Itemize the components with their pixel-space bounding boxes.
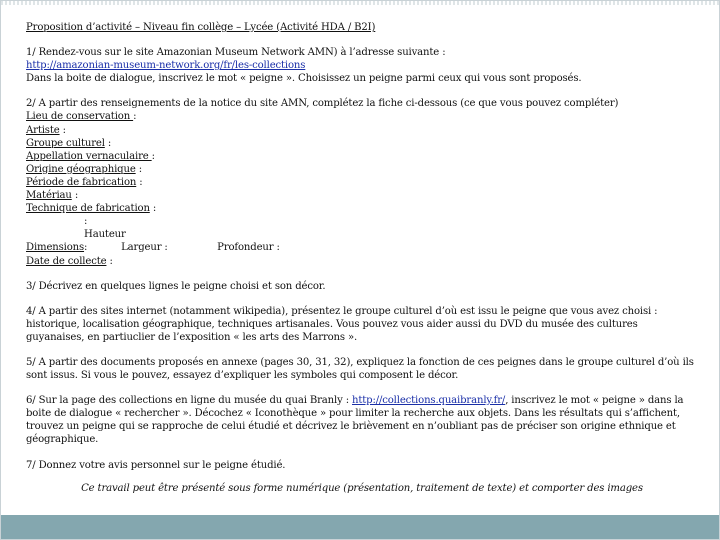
fiche-field-label: Appellation vernaculaire [26, 150, 152, 162]
fiche-field-sep: : [104, 137, 112, 149]
fiche-field [26, 150, 698, 163]
fiche-field [26, 163, 698, 176]
dimensions-field [26, 215, 698, 254]
fiche-field-sep: : [71, 190, 79, 202]
fiche-field-sep: : [133, 111, 137, 123]
fiche-field-sep: : [59, 124, 66, 136]
step-4-instruction: 4/ A partir des sites internet (notamment wikipedia), présentez le groupe culturel d’où est issu le peigne que vous avez choisi : historique, localisation géographique, techniques artisanales. Vous pouvez vous aider aussi du DVD du musée des cultures guyanaises, en partiuclier de l’exposition « les arts des Marrons ». [26, 305, 658, 343]
fiche-field [26, 202, 698, 215]
document-body [26, 21, 698, 495]
fiche-field-sep: : [136, 176, 143, 188]
fiche-field-label: Groupe culturel [26, 137, 105, 149]
date-collecte-label: Date de collecte [26, 255, 107, 267]
fiche-field-label: Technique de fabrication [26, 203, 150, 215]
step-5-instruction: 5/ A partir des documents proposés en annexe (pages 30, 31, 32), expliquez la fonction de ces peignes dans le groupe culturel d’où ils sont issus. Si vous le pouvez, essayez d’expliquer les symboles qui composent le décor. [26, 356, 694, 382]
fiche-field [26, 176, 698, 189]
date-collecte-field [26, 255, 698, 268]
fiche-field [26, 189, 698, 202]
closing-note: Ce travail peut être présenté sous forme numérique (présentation, traitement de texte) et comporter des images [81, 482, 643, 494]
quai-branly-link[interactable]: http://collections.quaibranly.fr/ [352, 395, 506, 407]
fiche-field-sep: : [135, 163, 142, 175]
profondeur-label: Profondeur : [217, 242, 280, 254]
hauteur-label: : Hauteur : [84, 216, 126, 254]
fiche-field-label: Lieu de conservation [26, 111, 134, 123]
fiche-field-sep: : [151, 150, 155, 162]
fiche-field [26, 110, 698, 123]
fiche-field-label: Artiste [26, 124, 60, 136]
fiche-field-label: Période de fabrication [26, 176, 137, 188]
date-collecte-sep: : [106, 255, 113, 267]
step-1-search-instruction: Dans la boite de dialogue, inscrivez le mot « peigne ». Choisissez un peigne parmi ceux qui vous sont proposés. [26, 73, 582, 85]
largeur-label: Largeur : [121, 242, 168, 254]
document-title: Proposition d’activité – Niveau fin collège – Lycée (Activité HDA / B2I) [26, 22, 376, 33]
step-2-instruction: 2/ A partir des renseignements de la notice du site AMN, complétez la fiche ci-dessous (ce que vous pouvez compléter) [26, 98, 619, 110]
step-1-instruction: 1/ Rendez-vous sur le site Amazonian Museum Network AMN) à l’adresse suivante : [26, 47, 446, 59]
step-6-instruction [26, 394, 698, 446]
fiche-field-label: Matériau [26, 190, 72, 202]
fiche-fields [26, 110, 698, 215]
fiche-field-sep: : [149, 203, 157, 215]
fiche-field [26, 137, 698, 150]
footer-band [1, 515, 719, 539]
step-7-instruction: 7/ Donnez votre avis personnel sur le peigne étudié. [26, 459, 286, 471]
step-6-pre: 6/ Sur la page des collections en ligne du musée du quai Branly : [26, 395, 353, 407]
amn-collections-link[interactable]: http://amazonian-museum-network.org/fr/les-collections [26, 60, 306, 72]
fiche-field-label: Origine géographique [26, 163, 136, 175]
fiche-field [26, 124, 698, 137]
dimensions-label: Dimensions [26, 242, 85, 254]
step-3-instruction: 3/ Décrivez en quelques lignes le peigne choisi et son décor. [26, 280, 326, 292]
step-6-post: , inscrivez le mot « peigne » dans la boite de dialogue « rechercher ». Décochez « Iconothèque » pour limiter la recherche aux objets. Dans les résultats qui s’affichent, trouvez un peigne qui se rapproche de celui étudié et décrivez le brièvement en n’oubliant pas de préciser son origine ethnique et géographique. [26, 395, 684, 446]
